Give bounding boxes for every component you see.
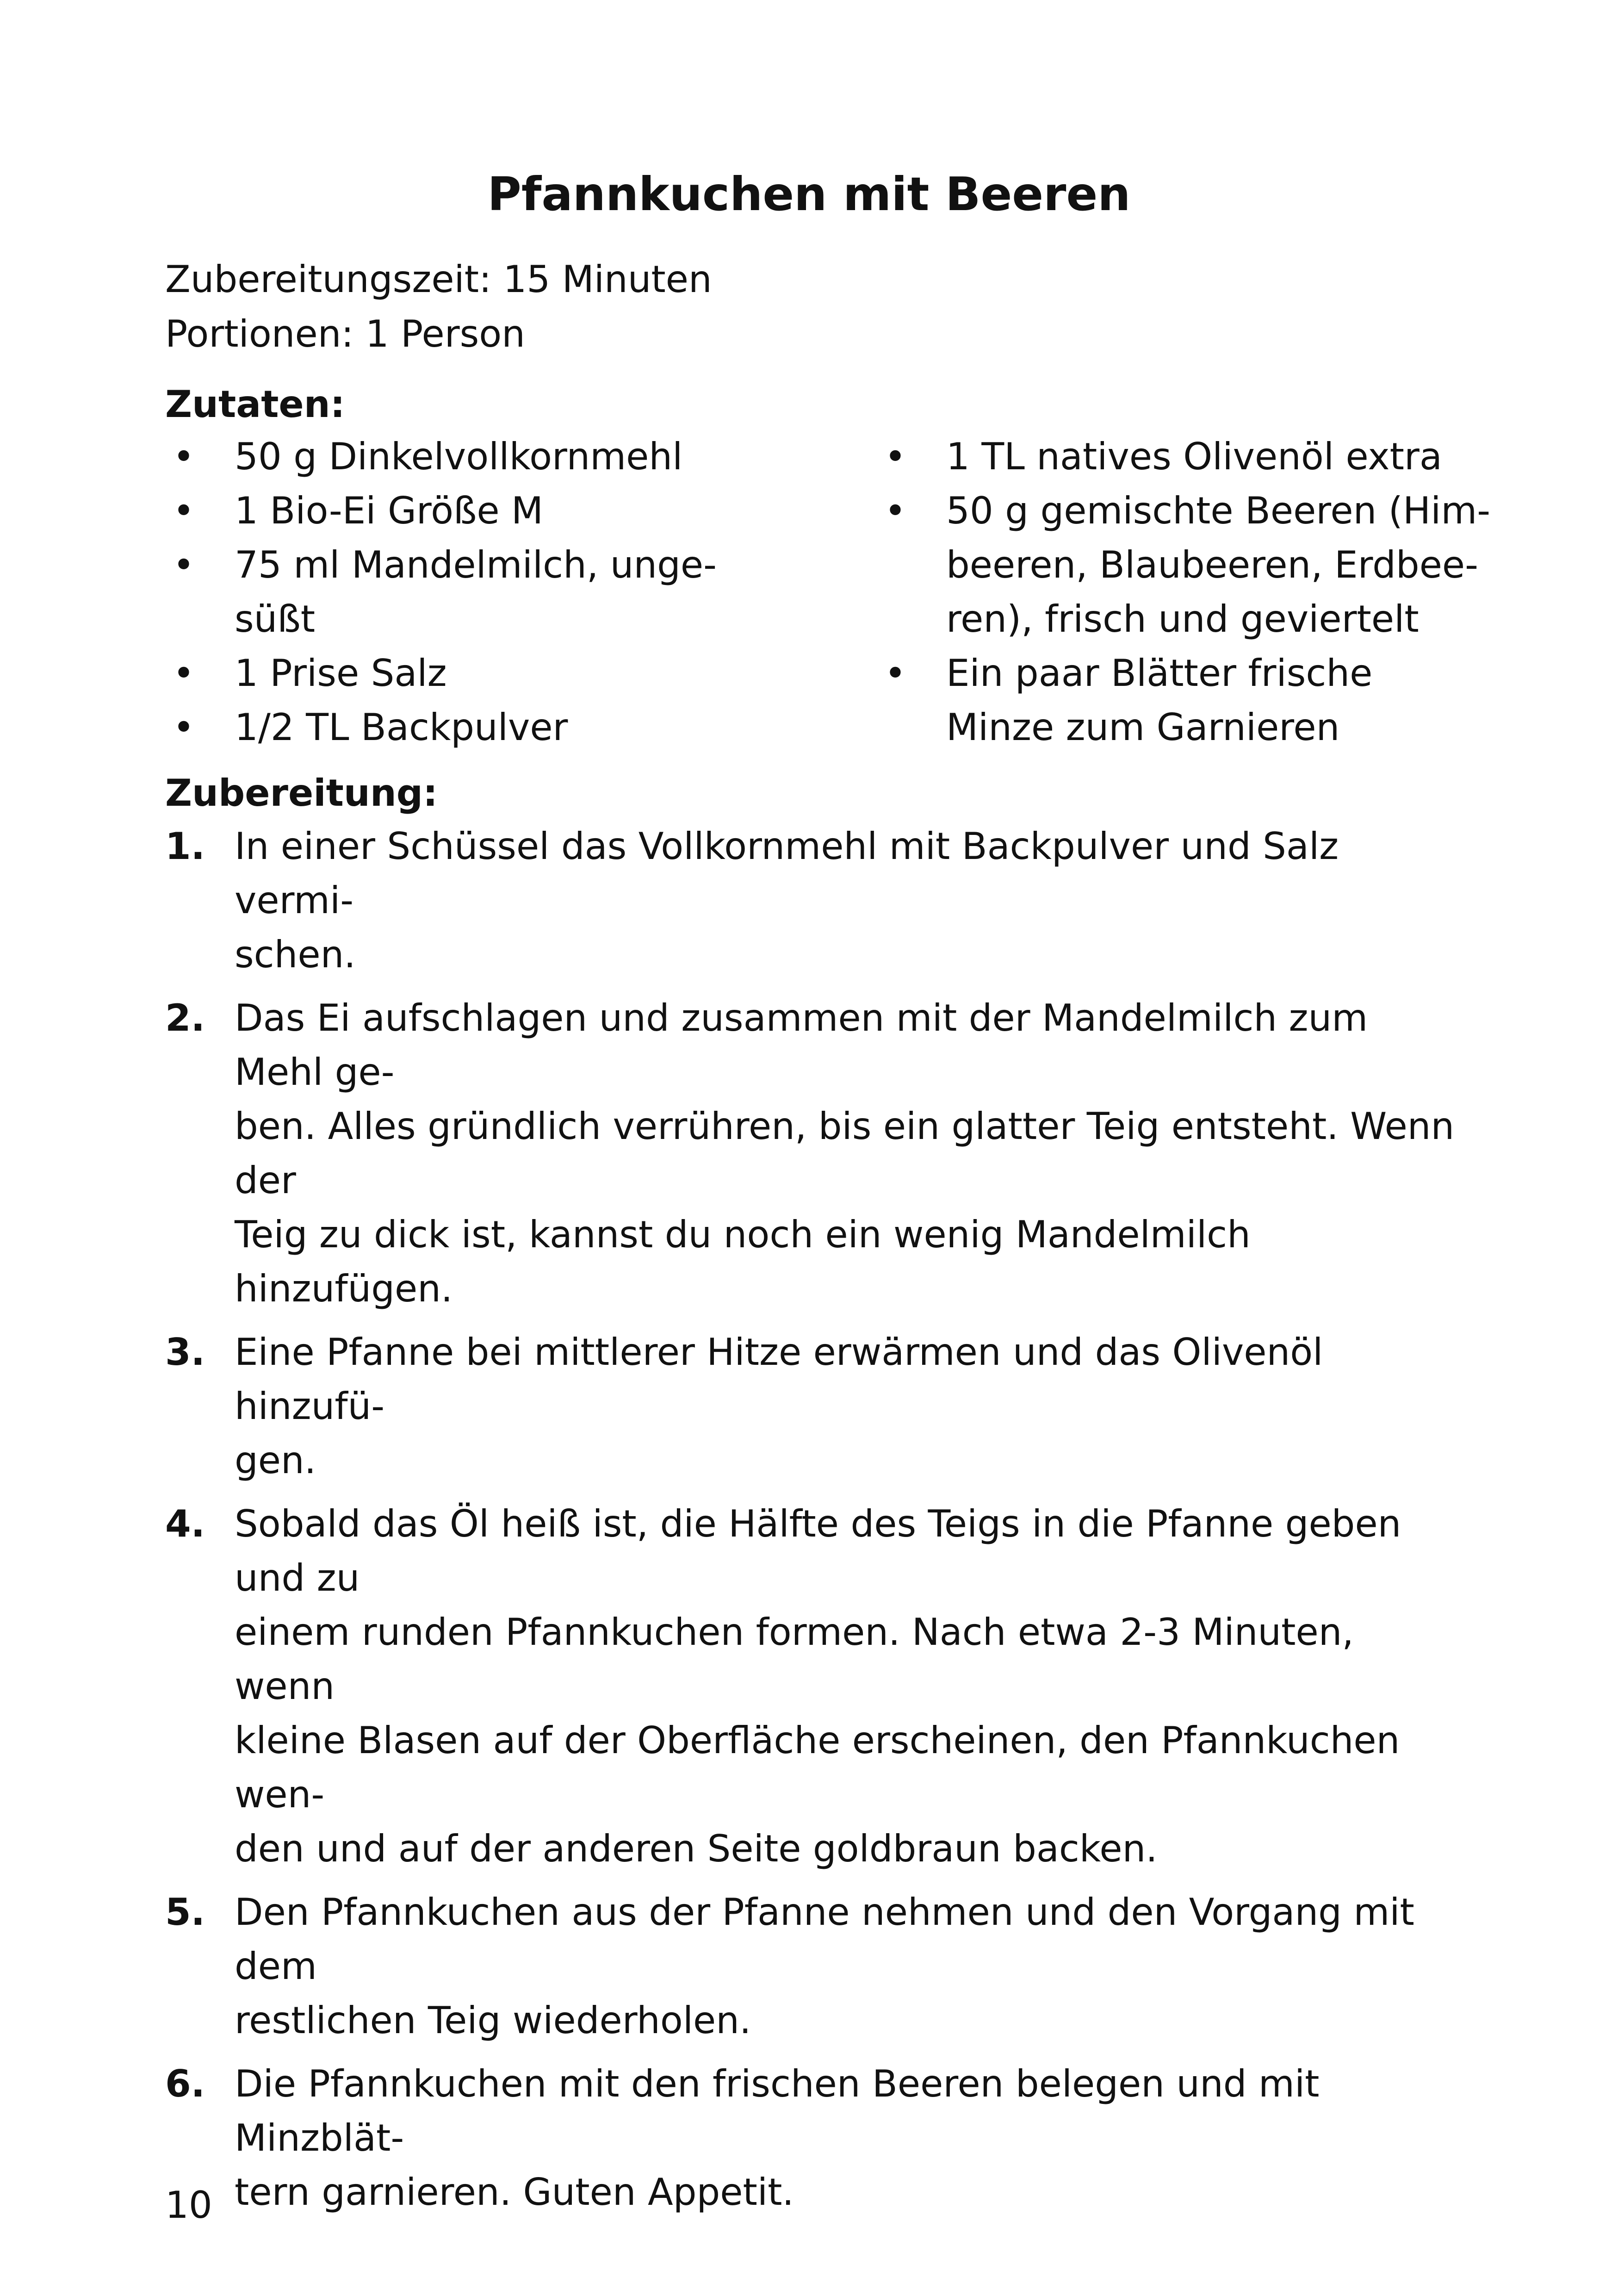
ingredients-heading: Zutaten: <box>165 383 345 426</box>
step-number: 5. <box>165 1891 205 1934</box>
step-item <box>165 1325 1461 1487</box>
ingredients-list-left <box>165 429 813 754</box>
bullet-icon: • <box>884 489 906 532</box>
ingredient-item <box>165 538 813 646</box>
bullet-icon: • <box>884 652 906 695</box>
step-text: Den Pfannkuchen aus der Pfanne nehmen und den Vorgang mit dem restlichen Teig wiederholen. <box>235 1891 1414 2042</box>
ingredient-item <box>877 646 1525 754</box>
step-number: 1. <box>165 825 205 868</box>
step-item <box>165 991 1461 1316</box>
ingredient-text: Ein paar Blätter frische Minze zum Garnieren <box>946 652 1373 749</box>
ingredient-text: 1 Prise Salz <box>235 652 447 695</box>
page-title: Pfannkuchen mit Beeren <box>487 167 1131 221</box>
bullet-icon: • <box>173 652 195 695</box>
step-item <box>165 819 1461 982</box>
step-item <box>165 1885 1461 2047</box>
servings: Portionen: 1 Person <box>165 312 525 355</box>
page-number: 10 <box>165 2184 212 2227</box>
ingredient-text: 50 g Dinkelvollkornmehl <box>235 435 683 478</box>
step-item <box>165 1497 1461 1876</box>
recipe-meta <box>165 252 712 361</box>
step-item <box>165 2057 1461 2219</box>
step-text: Eine Pfanne bei mittlerer Hitze erwärmen und das Olivenöl hinzufü- gen. <box>235 1331 1323 1482</box>
ingredient-item <box>877 484 1525 646</box>
steps-list <box>165 819 1461 2228</box>
step-number: 6. <box>165 2062 205 2105</box>
ingredient-item <box>165 484 813 538</box>
bullet-icon: • <box>173 435 195 478</box>
ingredient-text: 50 g gemischte Beeren (Him- beeren, Blaubeeren, Erdbee- ren), frisch und geviertelt <box>946 489 1491 641</box>
step-number: 4. <box>165 1502 205 1545</box>
ingredients-list-right <box>877 429 1525 754</box>
ingredient-item <box>877 429 1525 484</box>
ingredient-text: 75 ml Mandelmilch, unge- süßt <box>235 543 717 641</box>
step-text: Die Pfannkuchen mit den frischen Beeren belegen und mit Minzblät- tern garnieren. Guten Appetit. <box>235 2062 1320 2214</box>
bullet-icon: • <box>173 706 195 749</box>
prep-time: Zubereitungszeit: 15 Minuten <box>165 258 712 301</box>
bullet-icon: • <box>173 489 195 532</box>
ingredient-item <box>165 429 813 484</box>
steps-heading: Zubereitung: <box>165 772 438 815</box>
bullet-icon: • <box>884 435 906 478</box>
step-number: 2. <box>165 996 205 1039</box>
ingredient-text: 1 Bio-Ei Größe M <box>235 489 544 532</box>
step-text: Das Ei aufschlagen und zusammen mit der Mandelmilch zum Mehl ge- ben. Alles gründlich verrühren, bis ein glatter Teig entsteht. Wenn der Teig zu dick ist, kannst du noch ein wenig Mandelmilch hinzufügen. <box>235 996 1455 1310</box>
ingredient-text: 1/2 TL Backpulver <box>235 706 568 749</box>
ingredient-item <box>165 646 813 700</box>
bullet-icon: • <box>173 543 195 586</box>
step-number: 3. <box>165 1331 205 1374</box>
step-text: In einer Schüssel das Vollkornmehl mit Backpulver und Salz vermi- schen. <box>235 825 1339 976</box>
step-text: Sobald das Öl heiß ist, die Hälfte des Teigs in die Pfanne geben und zu einem runden Pfannkuchen formen. Nach etwa 2-3 Minuten, wenn kleine Blasen auf der Oberfläche erscheinen, den Pfannkuchen wen- den und auf der anderen Seite goldbraun backen. <box>235 1502 1401 1870</box>
ingredient-item <box>165 700 813 754</box>
ingredient-text: 1 TL natives Olivenöl extra <box>946 435 1442 478</box>
